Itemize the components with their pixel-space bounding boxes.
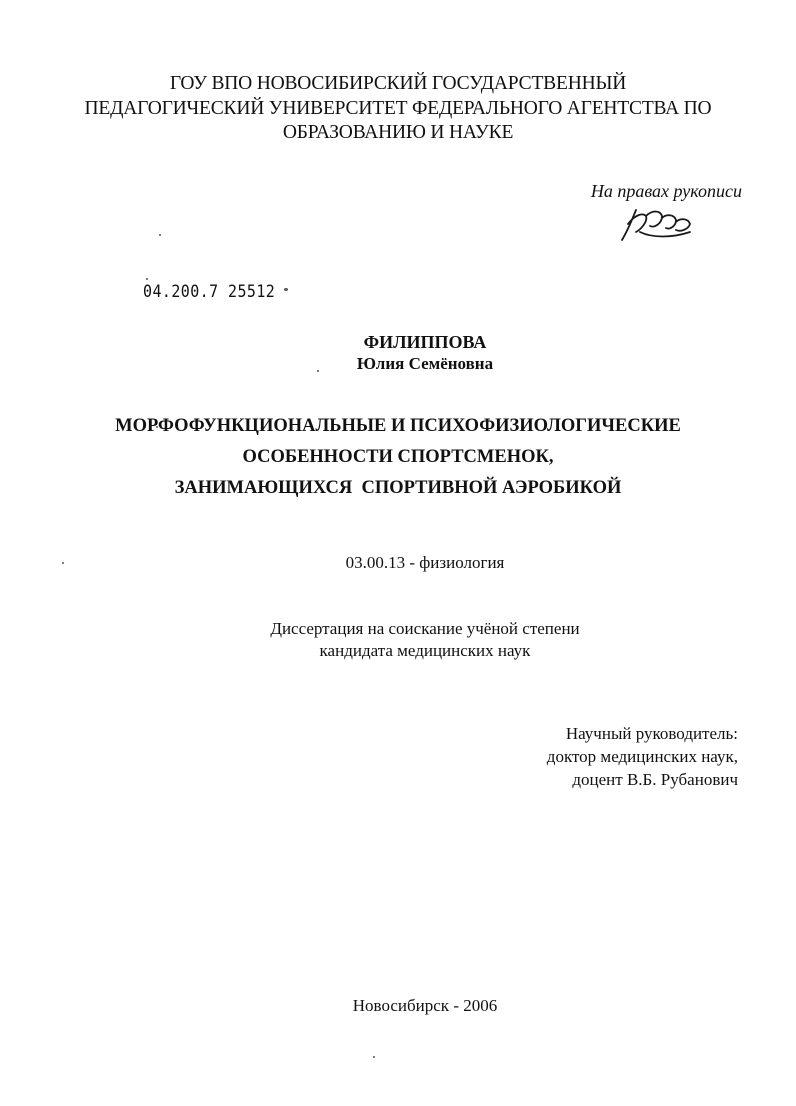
scan-speck (284, 288, 288, 291)
dissertation-title (80, 411, 716, 504)
author-surname: ФИЛИППОВА (363, 332, 487, 352)
specialty-code: 03.00.13 - физиология (345, 553, 505, 572)
title-line: ЗАНИМАЮЩИХСЯ СПОРТИВНОЙ АЭРОБИКОЙ (174, 478, 622, 498)
registration-stamp: 04.200.7 25512 (143, 282, 276, 302)
scan-speck (159, 234, 161, 236)
degree-line: Диссертация на соискание учёной степени (270, 619, 580, 638)
degree-line: кандидата медицинских наук (319, 641, 531, 660)
degree-statement (0, 618, 796, 662)
institution-line: ПЕДАГОГИЧЕСКИЙ УНИВЕРСИТЕТ ФЕДЕРАЛЬНОГО АГЕНТСТВА ПО (84, 97, 712, 119)
supervisor-block (547, 722, 738, 791)
handwritten-signature (618, 202, 698, 248)
title-line: ОСОБЕННОСТИ СПОРТСМЕНОК, (242, 447, 554, 467)
supervisor-line: Научный руководитель: (565, 724, 738, 743)
scan-speck (373, 1056, 375, 1058)
manuscript-rights-note: На правах рукописи (590, 181, 742, 201)
author-block (0, 331, 796, 375)
author-given-names: Юлия Семёновна (356, 354, 494, 373)
institution-line: ГОУ ВПО НОВОСИБИРСКИЙ ГОСУДАРСТВЕННЫЙ (169, 73, 627, 94)
supervisor-line: доктор медицинских наук, (546, 747, 738, 766)
institution-line: ОБРАЗОВАНИЮ И НАУКЕ (282, 122, 514, 143)
institution-header (60, 72, 736, 146)
city-year: Новосибирск - 2006 (352, 996, 498, 1015)
supervisor-line: доцент В.Б. Рубанович (572, 770, 738, 789)
scan-speck (146, 278, 148, 280)
title-line: МОРФОФУНКЦИОНАЛЬНЫЕ И ПСИХОФИЗИОЛОГИЧЕСКИЕ (115, 416, 681, 436)
